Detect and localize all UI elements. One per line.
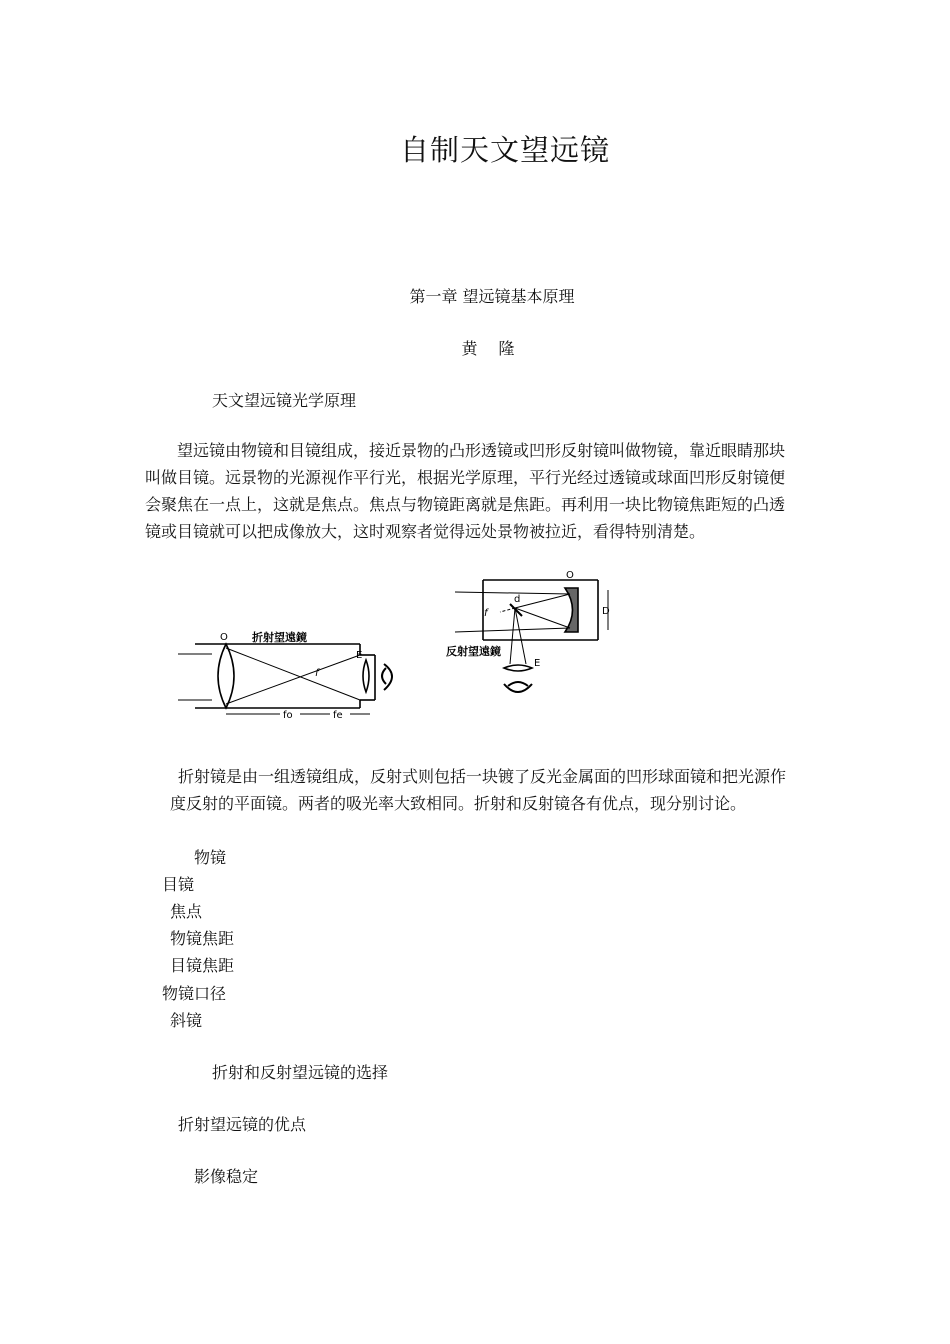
glossary-item: 斜镜 [170,1011,203,1030]
paragraph-line: 叫做目镜。远景物的光源视作平行光，根据光学原理，平行光经过透镜或球面凹形反射镜便 [145,468,786,487]
refractor-fe-mark: fe [333,710,343,718]
refractor-label: 折射望遠鏡 [252,631,307,644]
paragraph-line: 折射镜是由一组透镜组成，反射式则包括一块镀了反光金属面的凹形球面镜和把光源作 [178,767,787,786]
paragraph-line: 度反射的平面镜。两者的吸光率大致相同。折射和反射镜各有优点，现分别讨论。 [170,794,747,813]
refractor-objective-mark: O [220,632,228,643]
eye-icon [504,682,532,692]
glossary-item: 物镜焦距 [170,929,235,948]
refractor-eyepiece-lens [363,660,369,692]
reflector-diagonal-mark: d [514,594,521,605]
refractor-focus-mark: f [315,668,319,679]
paragraph-comparison [170,763,786,817]
reflector-label: 反射望遠鏡 [446,645,501,658]
point-stable-image: 影像稳定 [194,1167,259,1186]
paragraph-line: 望远镜由物镜和目镜组成，接近景物的凸形透镜或凹形反射镜叫做物镜，靠近眼睛那块 [177,441,786,460]
paragraph-line: 会聚焦在一点上，这就是焦点。焦点与物镜距离就是焦距。再利用一块比物镜焦距短的凸透 [145,495,786,514]
reflector-diagram [455,580,608,692]
reflector-aperture-mark: D [602,606,610,617]
eye-icon [382,664,392,690]
glossary-item: 物镜口径 [162,984,227,1003]
glossary-item: 目镜焦距 [170,956,235,975]
section-heading-choice: 折射和反射望远镜的选择 [212,1063,389,1082]
author-name: 黄 隆 [461,339,523,358]
section-heading-optics: 天文望远镜光学原理 [212,391,357,410]
refractor-fo-mark: fo [283,710,293,718]
telescope-diagram [170,568,620,718]
glossary-item: 物镜 [194,848,227,867]
document-title: 自制天文望远镜 [399,133,610,167]
reflector-eyepiece-mark: E [534,658,541,669]
glossary-item: 焦点 [170,902,203,921]
glossary-item: 目镜 [162,875,195,894]
reflector-objective-mark: O [566,570,574,581]
paragraph-line: 镜或目镜就可以把成像放大，这时观察者觉得远处景物被拉近，看得特别清楚。 [145,522,706,541]
reflector-focus-mark: f [484,608,488,619]
chapter-heading: 第一章 望远镜基本原理 [409,287,575,306]
refractor-objective-lens [218,644,234,708]
section-heading-refractor-advantages: 折射望远镜的优点 [178,1115,307,1134]
reflector-eyepiece-lens [504,665,532,671]
paragraph-principle [145,437,785,545]
refractor-eyepiece-mark: E [356,650,363,661]
